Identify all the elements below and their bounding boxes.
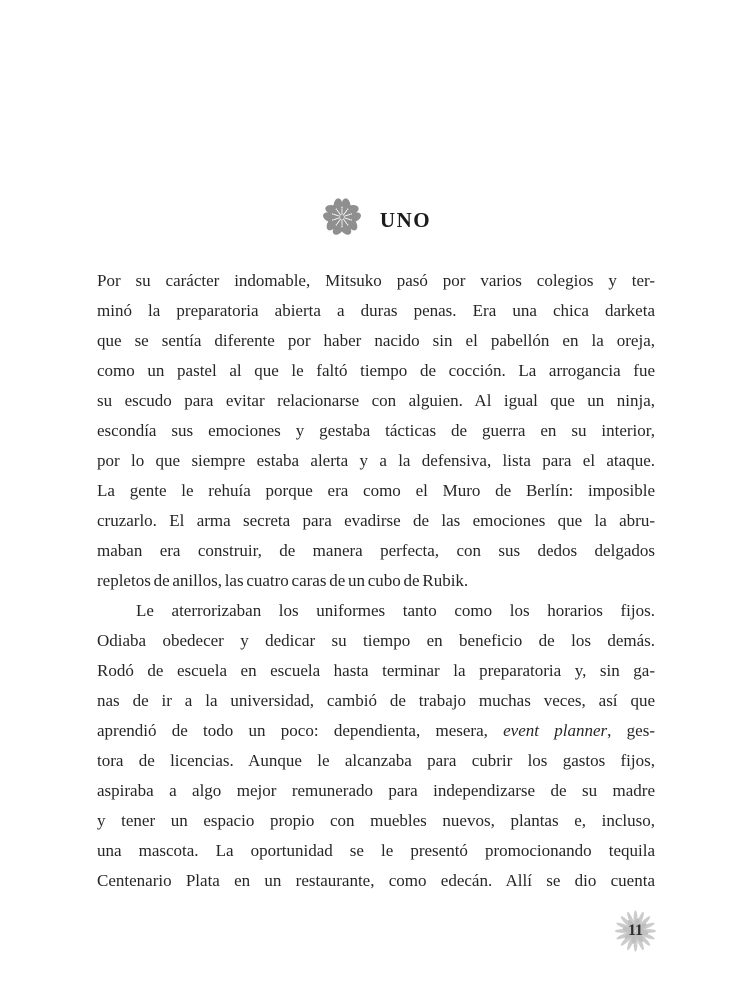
page-footer [608,907,663,955]
chapter-title: UNO [379,207,432,232]
text-line: tora de licencias. Aunque le alcanzaba para cubrir los gastos fijos, [97,751,655,770]
body-text [97,266,655,896]
text-segment: , ges- [607,721,655,740]
text-line: como un pastel al que le faltó tiempo de cocción. La arrogancia fue [97,361,655,380]
text-line: su escudo para evitar relacionarse con alguien. Al igual que un ninja, [97,391,655,410]
italic-phrase: event planner [503,721,608,740]
text-line: Odiaba obedecer y dedicar su tiempo en beneficio de los demás. [97,631,655,650]
text-line: y tener un espacio propio con muebles nuevos, plantas e, incluso, [97,811,655,830]
text-line: que se sentía diferente por haber nacido sin el pabellón en la oreja, [97,331,655,350]
page-number: 11 [627,922,644,939]
text-line: nas de ir a la universidad, cambió de trabajo muchas veces, así que [97,691,655,710]
chapter-heading [0,190,750,250]
text-line: repletos de anillos, las cuatro caras de un cubo de Rubik. [97,571,469,590]
text-line: minó la preparatoria abierta a duras penas. Era una chica darketa [97,301,655,320]
text-line: una mascota. La oportunidad se le presentó promocionando tequila [97,841,655,860]
text-line [97,716,655,746]
text-line: cruzarlo. El arma secreta para evadirse de las emociones que la abru- [97,511,655,530]
text-line: escondía sus emociones y gestaba tácticas de guerra en su interior, [97,421,655,440]
text-line: aspiraba a algo mejor remunerado para independizarse de su madre [97,781,655,800]
text-line: La gente le rehuía porque era como el Muro de Berlín: imposible [97,481,655,500]
text-line: Por su carácter indomable, Mitsuko pasó por varios colegios y ter- [97,271,655,290]
text-line: maban era construir, de manera perfecta, con sus dedos delgados [97,541,655,560]
text-segment: aprendió de todo un poco: dependienta, mesera, [97,721,504,740]
text-line: Centenario Plata en un restaurante, como edecán. Allí se dio cuenta [97,871,655,890]
sakura-flower-icon [319,193,365,241]
text-line: Rodó de escuela en escuela hasta terminar la preparatoria y, sin ga- [97,661,655,680]
text-line: Le aterrorizaban los uniformes tanto como los horarios fijos. [136,601,655,620]
text-line: por lo que siempre estaba alerta y a la defensiva, lista para el ataque. [97,451,655,470]
